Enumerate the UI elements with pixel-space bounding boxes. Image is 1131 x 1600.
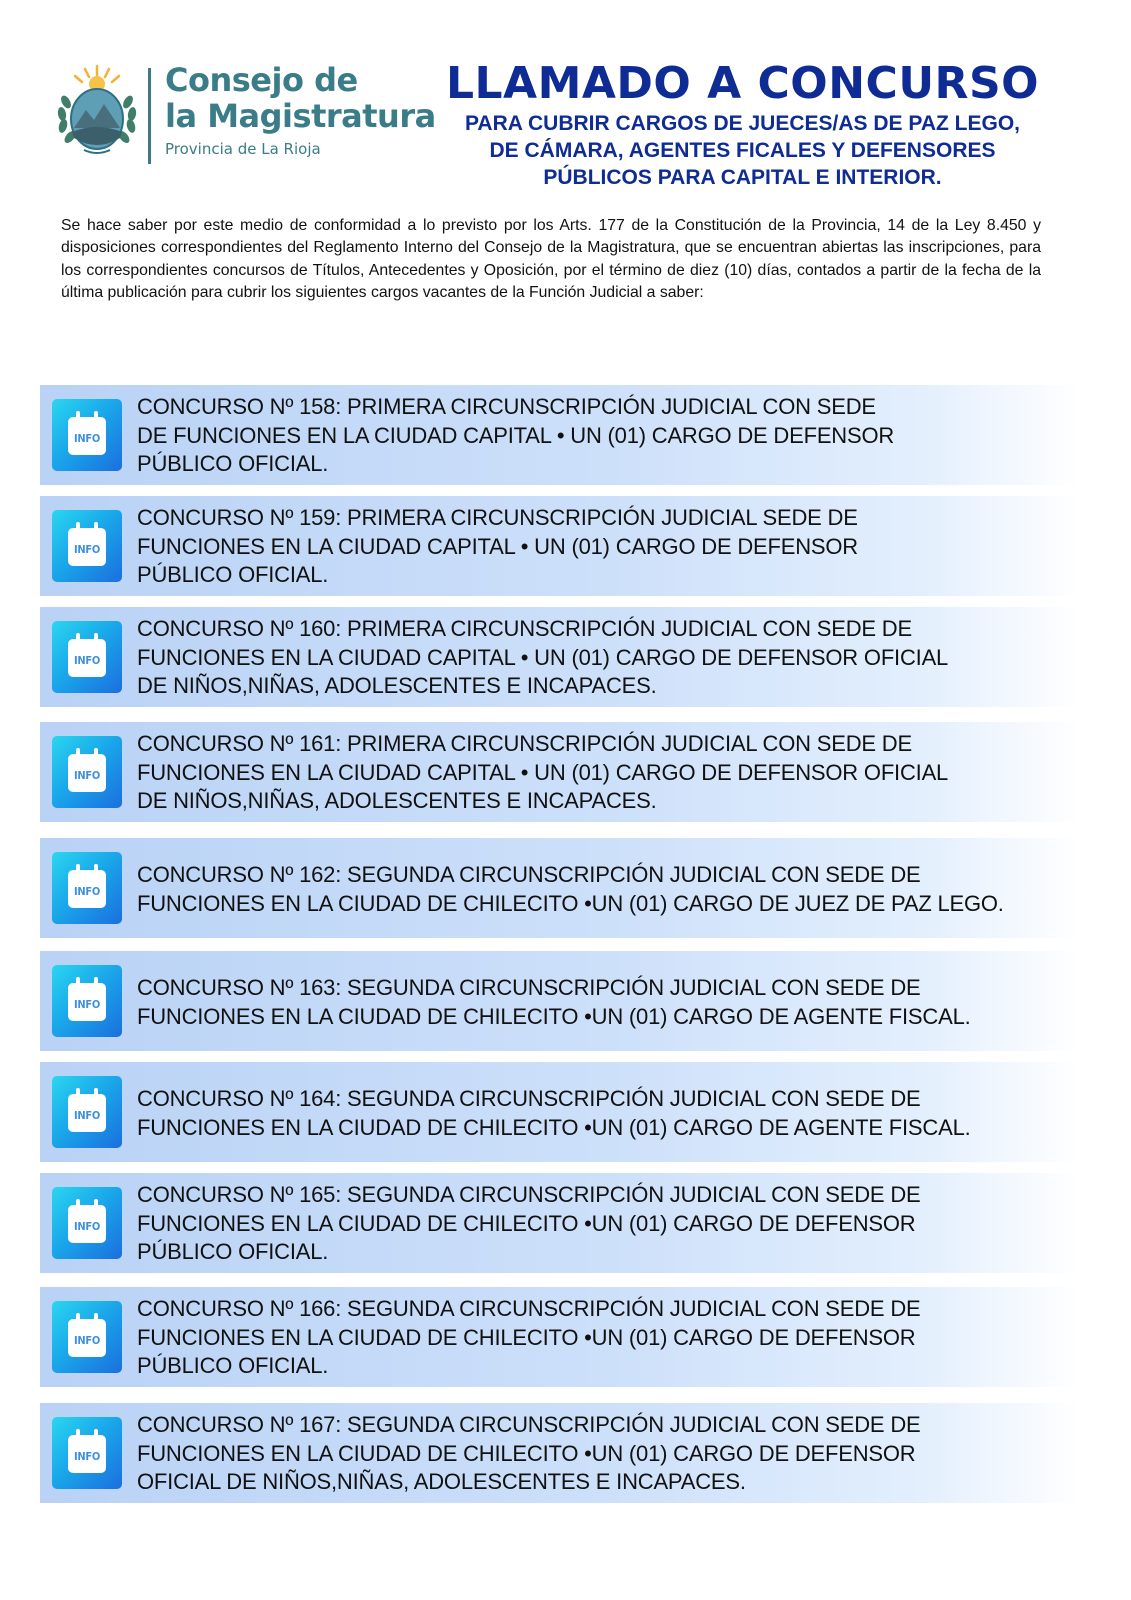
info-calendar-icon: [52, 1301, 122, 1373]
info-icon-label: INFO: [74, 432, 100, 445]
info-icon-label: INFO: [74, 769, 100, 782]
concurso-line: FUNCIONES EN LA CIUDAD DE CHILECITO •UN (01) CARGO DE AGENTE FISCAL.: [137, 1003, 971, 1029]
concurso-description: [137, 393, 1077, 479]
concurso-description: [137, 730, 1077, 816]
info-calendar-icon: [52, 510, 122, 582]
info-icon-label: INFO: [74, 998, 100, 1011]
logo-divider: [148, 68, 151, 164]
concurso-line: FUNCIONES EN LA CIUDAD DE CHILECITO •UN (01) CARGO DE JUEZ DE PAZ LEGO.: [137, 890, 1004, 916]
title-block: [430, 60, 1055, 191]
list-item: [40, 607, 1080, 707]
concurso-line: FUNCIONES EN LA CIUDAD CAPITAL • UN (01) CARGO DE DEFENSOR OFICIAL: [137, 759, 949, 785]
concurso-line: DE NIÑOS,NIÑAS, ADOLESCENTES E INCAPACES.: [137, 673, 657, 698]
provincial-emblem-icon: [54, 62, 140, 158]
info-calendar-icon: [52, 399, 122, 471]
logo-line-2: la Magistratura: [165, 97, 436, 135]
list-item: [40, 1403, 1080, 1503]
concurso-line: CONCURSO Nº 162: SEGUNDA CIRCUNSCRIPCIÓN JUDICIAL CON SEDE DE: [137, 862, 921, 887]
info-calendar-icon: [52, 1187, 122, 1259]
concurso-description: [137, 504, 1077, 590]
concurso-line: OFICIAL DE NIÑOS,NIÑAS, ADOLESCENTES E INCAPACES.: [137, 1469, 746, 1494]
page-title: LLAMADO A CONCURSO: [445, 58, 1040, 109]
concurso-line: CONCURSO Nº 163: SEGUNDA CIRCUNSCRIPCIÓN JUDICIAL CON SEDE DE: [137, 975, 921, 1000]
info-calendar-icon: [52, 621, 122, 693]
concurso-line: PÚBLICO OFICIAL.: [137, 1239, 329, 1264]
concurso-line: FUNCIONES EN LA CIUDAD DE CHILECITO •UN (01) CARGO DE DEFENSOR: [137, 1324, 916, 1350]
logo-line-1: Consejo de: [165, 61, 358, 99]
concurso-description: [137, 1411, 1077, 1497]
info-calendar-icon: [52, 965, 122, 1037]
list-item: [40, 722, 1080, 822]
info-icon-label: INFO: [74, 1109, 100, 1122]
info-calendar-icon: [52, 852, 122, 924]
concurso-description: [137, 1181, 1077, 1267]
concurso-line: CONCURSO Nº 164: SEGUNDA CIRCUNSCRIPCIÓN JUDICIAL CON SEDE DE: [137, 1086, 921, 1111]
concurso-description: [137, 1085, 1077, 1142]
list-item: [40, 496, 1080, 596]
list-item: [40, 1287, 1080, 1387]
concurso-line: FUNCIONES EN LA CIUDAD DE CHILECITO •UN (01) CARGO DE DEFENSOR: [137, 1210, 916, 1236]
header: [0, 0, 1131, 200]
logo-text: [165, 62, 436, 158]
concurso-line: PÚBLICO OFICIAL.: [137, 562, 329, 587]
info-calendar-icon: [52, 1417, 122, 1489]
list-item: [40, 951, 1080, 1051]
logo-province: Provincia de La Rioja: [165, 140, 321, 158]
concurso-line: PÚBLICO OFICIAL.: [137, 1353, 329, 1378]
concurso-line: DE NIÑOS,NIÑAS, ADOLESCENTES E INCAPACES.: [137, 788, 657, 813]
subtitle-line: DE CÁMARA, AGENTES FICALES Y DEFENSORES: [489, 139, 996, 162]
info-icon-label: INFO: [74, 654, 100, 667]
list-item: [40, 1173, 1080, 1273]
info-icon-label: INFO: [74, 543, 100, 556]
concurso-description: [137, 974, 1077, 1031]
concurso-line: CONCURSO Nº 167: SEGUNDA CIRCUNSCRIPCIÓN JUDICIAL CON SEDE DE: [137, 1412, 921, 1437]
list-item: [40, 385, 1080, 485]
info-icon-label: INFO: [74, 1334, 100, 1347]
concurso-line: CONCURSO Nº 165: SEGUNDA CIRCUNSCRIPCIÓN JUDICIAL CON SEDE DE: [137, 1182, 921, 1207]
info-icon-label: INFO: [74, 1450, 100, 1463]
subtitle-line: PARA CUBRIR CARGOS DE JUECES/AS DE PAZ LEGO,: [464, 112, 1020, 135]
info-icon-label: INFO: [74, 885, 100, 898]
concurso-line: CONCURSO Nº 160: PRIMERA CIRCUNSCRIPCIÓN JUDICIAL CON SEDE DE: [137, 616, 912, 641]
concurso-line: FUNCIONES EN LA CIUDAD DE CHILECITO •UN (01) CARGO DE DEFENSOR: [137, 1440, 916, 1466]
concurso-line: CONCURSO Nº 161: PRIMERA CIRCUNSCRIPCIÓN JUDICIAL CON SEDE DE: [137, 731, 912, 756]
concurso-description: [137, 615, 1077, 701]
subtitle-line: PÚBLICOS PARA CAPITAL E INTERIOR.: [543, 166, 942, 189]
concurso-line: CONCURSO Nº 158: PRIMERA CIRCUNSCRIPCIÓN JUDICIAL CON SEDE: [137, 394, 876, 419]
concurso-line: CONCURSO Nº 166: SEGUNDA CIRCUNSCRIPCIÓN JUDICIAL CON SEDE DE: [137, 1296, 921, 1321]
concurso-line: PÚBLICO OFICIAL.: [137, 451, 329, 476]
concurso-description: [137, 1295, 1077, 1381]
info-calendar-icon: [52, 736, 122, 808]
list-item: [40, 1062, 1080, 1162]
intro-paragraph: Se hace saber por este medio de conformidad a lo previsto por los Arts. 177 de la Constitución de la Provincia, 14 de la Ley 8.450 y disposiciones correspondientes del Reglamento Interno del Consejo de la Magistratura, que se encuentran abiertas las inscripciones, para los correspondientes concursos de Títulos, Antecedentes y Oposición, por el término de diez (10) días, contados a partir de la fecha de la última publicación para cubrir los siguientes cargos vacantes de la Función Judicial a saber:: [61, 217, 1041, 301]
concurso-line: FUNCIONES EN LA CIUDAD CAPITAL • UN (01) CARGO DE DEFENSOR: [137, 533, 858, 559]
concurso-line: DE FUNCIONES EN LA CIUDAD CAPITAL • UN (01) CARGO DE DEFENSOR: [137, 422, 895, 448]
concurso-line: FUNCIONES EN LA CIUDAD CAPITAL • UN (01) CARGO DE DEFENSOR OFICIAL: [137, 644, 949, 670]
info-calendar-icon: [52, 1076, 122, 1148]
concurso-line: FUNCIONES EN LA CIUDAD DE CHILECITO •UN (01) CARGO DE AGENTE FISCAL.: [137, 1114, 971, 1140]
concurso-description: [137, 861, 1077, 918]
list-item: [40, 838, 1080, 938]
page-subtitle: [430, 110, 1055, 191]
concurso-line: CONCURSO Nº 159: PRIMERA CIRCUNSCRIPCIÓN JUDICIAL SEDE DE: [137, 505, 858, 530]
info-icon-label: INFO: [74, 1220, 100, 1233]
